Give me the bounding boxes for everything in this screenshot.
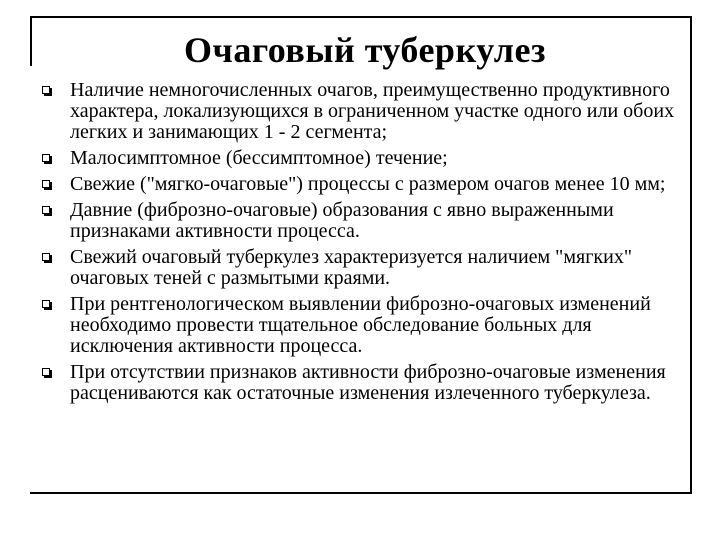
bullet-list <box>38 80 686 409</box>
bullet-item-3 <box>38 174 686 195</box>
hollow-square-bullet-icon <box>42 368 50 376</box>
bullet-item-6 <box>38 294 686 357</box>
bullet-text: При отсутствии признаков активности фиброзно-очаговые изменения расцениваются как остаточные изменения излеченного туберкулеза. <box>70 361 666 404</box>
frame-right-line <box>690 16 692 494</box>
bullet-text: При рентгенологическом выявлении фиброзно-очаговых изменений необходимо провести тщательное обследование больных для исключения активности процесса. <box>70 293 651 357</box>
hollow-square-bullet-icon <box>42 180 50 188</box>
frame-top-line <box>30 16 692 18</box>
slide-title: Очаговый туберкулез <box>184 30 546 70</box>
hollow-square-bullet-icon <box>42 300 50 308</box>
hollow-square-bullet-icon <box>42 206 50 214</box>
frame-left-line <box>30 16 32 66</box>
bullet-text: Свежий очаговый туберкулез характеризуется наличием "мягких" очаговых теней с размытыми краями. <box>70 246 632 289</box>
bullet-text: Давние (фиброзно-очаговые) образования с явно выраженными признаками активности процесса. <box>70 199 614 242</box>
bullet-item-5 <box>38 247 686 289</box>
hollow-square-bullet-icon <box>42 86 50 94</box>
frame-bottom-line <box>30 492 692 494</box>
bullet-text: Малосимптомное (бессимптомное) течение; <box>70 147 448 169</box>
bullet-item-7 <box>38 362 686 404</box>
bullet-text: Наличие немногочисленных очагов, преимущественно продуктивного характера, локализующихся в ограниченном участке одного или обоих легких и занимающих 1 - 2 сегмента; <box>70 79 675 143</box>
hollow-square-bullet-icon <box>42 253 50 261</box>
bullet-item-4 <box>38 200 686 242</box>
hollow-square-bullet-icon <box>42 154 50 162</box>
bullet-item-2 <box>38 148 686 169</box>
bullet-item-1 <box>38 80 686 143</box>
bullet-text: Свежие ("мягко-очаговые") процессы с размером очагов менее 10 мм; <box>70 173 666 195</box>
